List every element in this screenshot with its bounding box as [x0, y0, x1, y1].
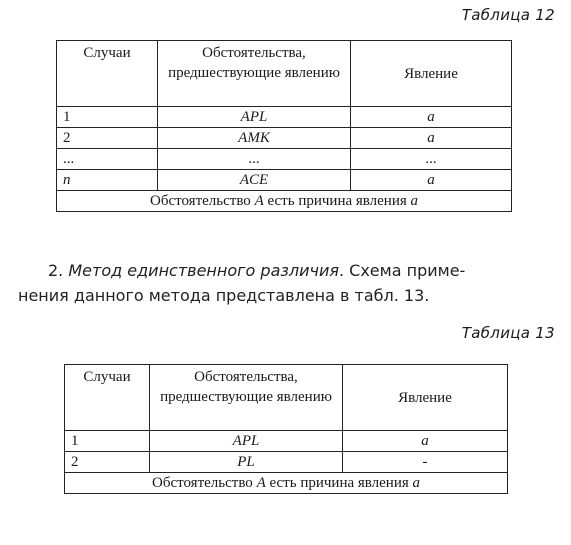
conclusion-text: Обстоятельство [151, 475, 257, 491]
circumstance-letter: А [256, 475, 266, 491]
table-13 [64, 364, 508, 494]
table-12 [56, 40, 512, 212]
conclusion-text: Обстоятельство [149, 193, 255, 209]
circumstances-cell: ACE [158, 170, 351, 191]
circumstance-letter: А [254, 193, 264, 209]
circumstances-cell: APL [158, 107, 351, 128]
phenomenon-cell: a [351, 107, 512, 128]
header-phenomenon: Явление [351, 41, 512, 107]
case-number: 2 [65, 452, 150, 473]
conclusion-text: есть причина явления [265, 475, 413, 491]
table-12-caption: Таблица 12 [461, 6, 555, 24]
table-header-row [57, 41, 512, 107]
table-row [57, 128, 512, 149]
paragraph-text: . Схема приме- [338, 261, 466, 280]
table-header-row [65, 365, 508, 431]
phenomenon-cell: a [343, 431, 508, 452]
case-number: ... [57, 149, 158, 170]
method-paragraph-line2: нения данного метода представлена в табл. 13. [18, 286, 430, 305]
header-circumstances: Обстоятельства, предшествующие явлению [150, 365, 343, 431]
circumstances-cell: AMK [158, 128, 351, 149]
case-number: n [57, 170, 158, 191]
phenomenon-cell: - [343, 452, 508, 473]
header-phenomenon: Явление [343, 365, 508, 431]
paragraph-number: 2. [48, 261, 69, 280]
method-name: Метод единственного различия [68, 261, 339, 280]
conclusion-cell [65, 473, 508, 494]
conclusion-row [65, 473, 508, 494]
method-paragraph [18, 258, 558, 283]
phenomenon-cell: ... [351, 149, 512, 170]
conclusion-text: есть причина явления [263, 193, 411, 209]
header-cases: Случаи [57, 41, 158, 107]
phenomenon-letter: а [412, 475, 421, 491]
phenomenon-cell: a [351, 128, 512, 149]
table-row [57, 170, 512, 191]
header-circumstances: Обстоятельства, предшествующие явлению [158, 41, 351, 107]
circumstances-cell: ... [158, 149, 351, 170]
table-row [65, 431, 508, 452]
table-row [57, 149, 512, 170]
conclusion-row [57, 191, 512, 212]
conclusion-cell [57, 191, 512, 212]
circumstances-cell: PL [150, 452, 343, 473]
phenomenon-letter: а [410, 193, 419, 209]
table-13-caption: Таблица 13 [461, 324, 555, 342]
case-number: 1 [57, 107, 158, 128]
case-number: 2 [57, 128, 158, 149]
header-cases: Случаи [65, 365, 150, 431]
case-number: 1 [65, 431, 150, 452]
circumstances-cell: APL [150, 431, 343, 452]
phenomenon-cell: a [351, 170, 512, 191]
table-row [65, 452, 508, 473]
table-row [57, 107, 512, 128]
